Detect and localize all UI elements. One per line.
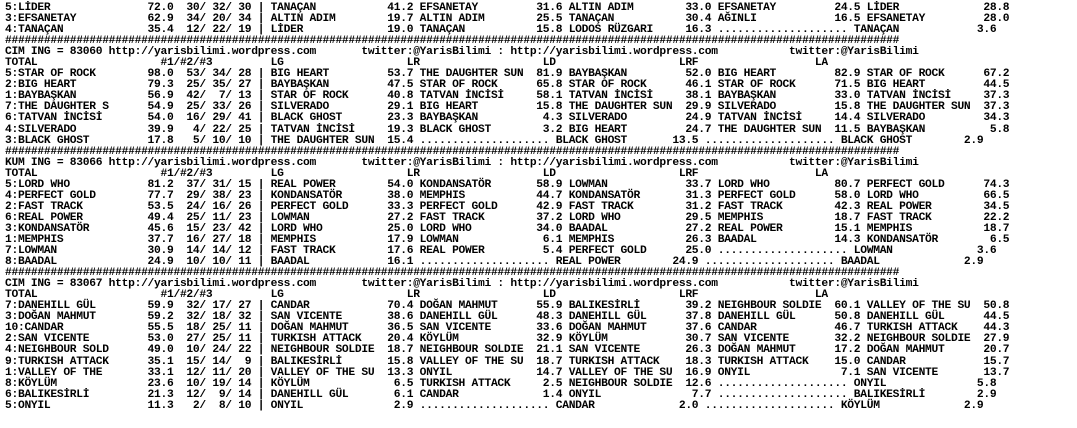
table-row: 7:LOWMAN 30.9 14/ 14/ 12 | FAST TRACK 17.6 REAL POWER 5.4 PERFECT GOLD 25.0 .................... LOWMAN 3.6 bbox=[5, 245, 997, 258]
race-header: CIM ING = 83067 http://yarisbilimi.wordpress.com twitter:@YarisBilimi : http://yarisbilimi.wordpress.com twitter:@YarisBilimi bbox=[5, 278, 919, 291]
table-row: 2:FAST TRACK 53.5 24/ 16/ 26 | PERFECT GOLD 33.3 PERFECT GOLD 42.9 FAST TRACK 31.2 FAST TRACK 42.3 REAL POWER 34.5 bbox=[5, 200, 1010, 213]
table-row: 6:REAL POWER 49.4 25/ 11/ 23 | LOWMAN 27.2 FAST TRACK 37.2 LORD WHO 29.5 MEMPHIS 18.7 FAST TRACK 22.2 bbox=[5, 211, 1010, 224]
table-row: 2:SAN VICENTE 53.0 27/ 25/ 11 | TURKISH ATTACK 20.4 KÖYLÜM 32.9 KÖYLÜM 30.7 SAN VICENTE 32.2 NEIGHBOUR SOLDIE 27.9 bbox=[5, 333, 1010, 346]
table-row: 4:TANAÇAN 35.4 12/ 22/ 19 | LİDER 19.0 TANAÇAN 15.8 LODOS RÜZGARI 16.3 .................... TANAÇAN 3.6 bbox=[5, 24, 997, 37]
table-row: 6:BALIKESİRLİ 21.3 12/ 9/ 14 | DANEHILL GÜL 6.1 CANDAR 1.4 ONYIL 7.7 .................... BALIKESİRLİ 2.9 bbox=[5, 388, 997, 401]
table-row: 5:STAR OF ROCK 98.0 53/ 34/ 28 | BIG HEART 53.7 THE DAUGHTER SUN 81.9 BAYBAŞKAN 52.0 BIG HEART 82.9 STAR OF ROCK 67.2 bbox=[5, 68, 1010, 81]
table-row: 7:THE DAUGHTER S 54.9 25/ 33/ 26 | SILVERADO 29.1 BIG HEART 15.8 THE DAUGHTER SUN 29.9 SILVERADO 15.8 THE DAUGHTER SUN 37.3 bbox=[5, 101, 1010, 114]
table-row: 3:EFSANETAY 62.9 34/ 20/ 34 | ALTIN ADIM 19.7 ALTIN ADIM 25.5 TANAÇAN 30.4 AĞINLI 16.5 EFSANETAY 28.0 bbox=[5, 13, 1010, 26]
table-row: 3:DOĞAN MAHMUT 59.2 32/ 18/ 32 | SAN VICENTE 38.6 DANEHILL GÜL 48.3 DANEHILL GÜL 37.8 DANEHILL GÜL 50.8 DANEHILL GÜL 44.5 bbox=[5, 311, 1010, 324]
separator-line: ########################################################################################################################################## bbox=[5, 267, 900, 280]
table-row: 10:CANDAR 55.5 18/ 25/ 11 | DOĞAN MAHMUT 36.5 SAN VICENTE 33.6 DOĞAN MAHMUT 37.6 CANDAR 46.7 TURKISH ATTACK 44.3 bbox=[5, 322, 1010, 335]
table-row: 4:SILVERADO 39.9 4/ 22/ 25 | TATVAN İNCİSİ 19.3 BLACK GHOST 3.2 BIG HEART 24.7 THE DAUGHTER SUN 11.5 BAYBAŞKAN 5.8 bbox=[5, 123, 1010, 136]
table-row: 5:LİDER 72.0 30/ 32/ 30 | TANAÇAN 41.2 EFSANETAY 31.6 ALTIN ADIM 33.0 EFSANETAY 24.5 LİDER 28.8 bbox=[5, 2, 1010, 14]
column-header: TOTAL #1/#2/#3 LG LR LD LRF LA bbox=[5, 57, 828, 70]
table-row: 9:TURKISH ATTACK 35.1 15/ 14/ 9 | BALIKESİRLİ 15.8 VALLEY OF THE SU 18.7 TURKISH ATTACK 18.3 TURKISH ATTACK 15.0 CANDAR 15.7 bbox=[5, 355, 1010, 368]
race-header: CIM ING = 83060 http://yarisbilimi.wordpress.com twitter:@YarisBilimi : http://yarisbilimi.wordpress.com twitter:@YarisBilimi bbox=[5, 46, 919, 59]
table-row: 5:ONYIL 11.3 2/ 8/ 10 | ONYIL 2.9 .................... CANDAR 2.0 .................... KÖYLÜM 2.9 bbox=[5, 399, 984, 412]
table-row: 4:NEIGHBOUR SOLD 49.0 10/ 24/ 22 | NEIGHBOUR SOLDIE 18.7 NEIGHBOUR SOLDIE 21.1 SAN VICENTE 26.3 DOĞAN MAHMUT 17.2 DOĞAN MAHMUT 20.7 bbox=[5, 344, 1010, 357]
separator-line: ########################################################################################################################################## bbox=[5, 35, 900, 48]
table-row: 6:TATVAN İNCİSİ 54.0 16/ 29/ 41 | BLACK GHOST 23.3 BAYBAŞKAN 4.3 SILVERADO 24.9 TATVAN İNCİSİ 14.4 SILVERADO 34.3 bbox=[5, 112, 1010, 125]
table-row: 8:BAADAL 24.9 10/ 10/ 11 | BAADAL 16.1 .................... REAL POWER 24.9 .................... BAADAL 2.9 bbox=[5, 256, 984, 269]
table-row: 3:KONDANSATÖR 45.6 15/ 23/ 42 | LORD WHO 25.0 LORD WHO 34.0 BAADAL 27.2 REAL POWER 15.1 MEMPHIS 18.7 bbox=[5, 222, 1010, 235]
table-row: 1:MEMPHIS 37.7 16/ 27/ 18 | MEMPHIS 17.9 LOWMAN 6.1 MEMPHIS 26.3 BAADAL 14.3 KONDANSATÖR 6.5 bbox=[5, 233, 1010, 246]
table-row: 4:PERFECT GOLD 77.7 29/ 38/ 23 | KONDANSATÖR 38.0 MEMPHIS 44.7 KONDANSATÖR 31.3 PERFECT GOLD 58.0 LORD WHO 66.5 bbox=[5, 189, 1010, 202]
column-header: TOTAL #1/#2/#3 LG LR LD LRF LA bbox=[5, 289, 828, 302]
table-row: 8:KÖYLÜM 23.6 10/ 19/ 14 | KÖYLÜM 6.5 TURKISH ATTACK 2.5 NEIGHBOUR SOLDIE 12.6 .................... ONYIL 5.8 bbox=[5, 377, 997, 390]
separator-line: ########################################################################################################################################## bbox=[5, 145, 900, 158]
table-row: 1:BAYBAŞKAN 56.9 42/ 7/ 13 | STAR OF ROCK 40.8 TATVAN İNCİSİ 58.1 TATVAN İNCİSİ 38.1 BAYBAŞKAN 33.0 TATVAN İNCİSİ 37.3 bbox=[5, 90, 1010, 103]
race-header: KUM ING = 83066 http://yarisbilimi.wordpress.com twitter:@YarisBilimi : http://yarisbilimi.wordpress.com twitter:@YarisBilimi bbox=[5, 156, 919, 169]
table-row: 7:DANEHILL GÜL 59.9 32/ 17/ 27 | CANDAR 70.4 DOĞAN MAHMUT 55.9 BALIKESİRLİ 39.2 NEIGHBOUR SOLDIE 60.1 VALLEY OF THE SU 50.8 bbox=[5, 300, 1010, 313]
table-row: 5:LORD WHO 81.2 37/ 31/ 15 | REAL POWER 54.0 KONDANSATÖR 58.9 LOWMAN 33.7 LORD WHO 80.7 PERFECT GOLD 74.3 bbox=[5, 178, 1010, 191]
table-row: 3:BLACK GHOST 17.8 5/ 10/ 10 | THE DAUGHTER SUN 15.4 .................... BLACK GHOST 13.5 .................... BLACK GHOST 2.9 bbox=[5, 134, 984, 147]
column-header: TOTAL #1/#2/#3 LG LR LD LRF LA bbox=[5, 167, 828, 180]
table-row: 2:BIG HEART 79.3 25/ 35/ 27 | BAYBAŞKAN 47.5 STAR OF ROCK 65.8 STAR OF ROCK 46.1 STAR OF ROCK 71.5 BIG HEART 44.5 bbox=[5, 79, 1010, 92]
table-row: 1:VALLEY OF THE 33.1 12/ 11/ 20 | VALLEY OF THE SU 13.3 ONYIL 14.7 VALLEY OF THE SU 16.9 ONYIL 7.1 SAN VICENTE 13.7 bbox=[5, 366, 1010, 379]
